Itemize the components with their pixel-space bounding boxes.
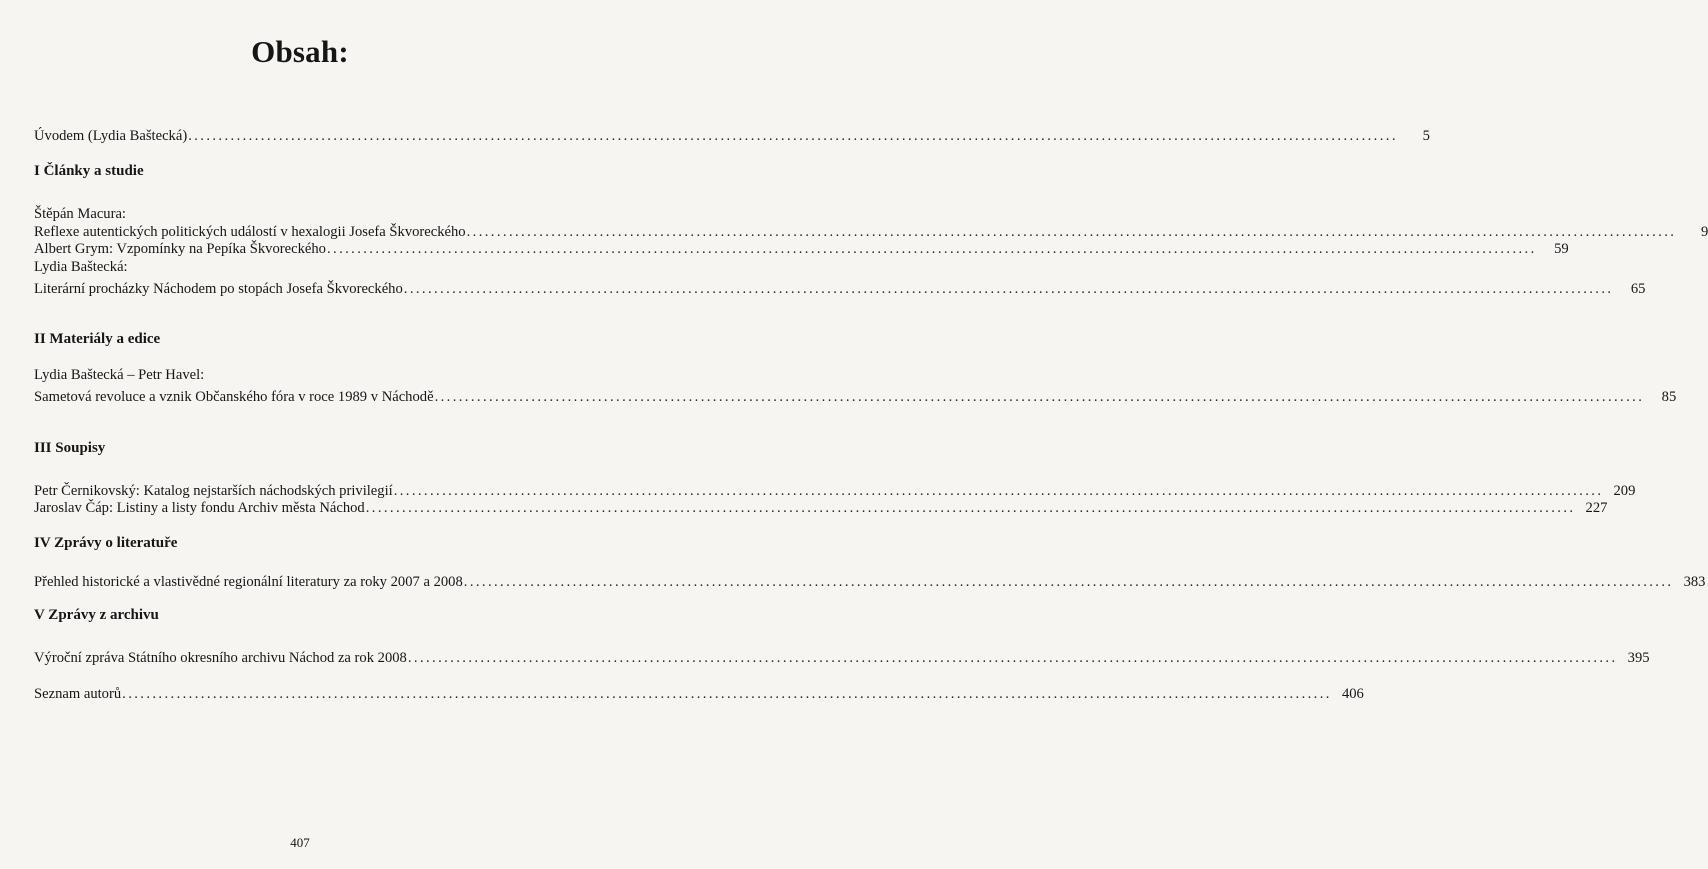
- author-line: Lydia Baštecká:: [34, 259, 128, 275]
- author-line: Lydia Baštecká – Petr Havel:: [34, 367, 205, 383]
- section-heading-1: I Články a studie: [34, 163, 144, 179]
- toc-entry-text: Sametová revoluce a vznik Občanského fóra v roce 1989 v Náchodě: [34, 389, 434, 405]
- toc-entry-page: 65: [1630, 281, 1646, 297]
- toc-entry-intro: [34, 128, 1430, 145]
- author-line: Štěpán Macura:: [34, 206, 126, 222]
- toc-entry-text: Petr Černikovský: Katalog nejstarších náchodských privilegií: [34, 483, 393, 499]
- section-heading-4: IV Zprávy o literatuře: [34, 535, 178, 551]
- toc-entry: [34, 241, 1569, 258]
- toc-entry-page: 383: [1683, 574, 1706, 590]
- toc-entry-text: Přehled historické a vlastivědné regionální literatury za roky 2007 a 2008: [34, 574, 463, 590]
- toc-entry-page: 395: [1627, 650, 1650, 666]
- dot-leader: ........................................................................................................................................................................................................: [403, 281, 1614, 297]
- toc-entry: [34, 483, 1636, 500]
- toc-entry: [34, 500, 1608, 517]
- toc-entry: [34, 281, 1646, 298]
- dot-leader: ........................................................................................................................................................................................................: [466, 224, 1677, 240]
- dot-leader: ........................................................................................................................................................................................................: [365, 500, 1576, 516]
- toc-entry: [34, 574, 1706, 591]
- toc-entry-text: Jaroslav Čáp: Listiny a listy fondu Archiv města Náchod: [34, 500, 365, 516]
- toc-entry-page: 9: [1701, 224, 1708, 240]
- section-heading-2: II Materiály a edice: [34, 331, 161, 347]
- toc-entry: [34, 650, 1650, 667]
- toc-entry-text: Úvodem (Lydia Baštecká): [34, 128, 188, 144]
- toc-entry: [34, 389, 1677, 406]
- section-heading-5: V Zprávy z archivu: [34, 607, 159, 623]
- toc-entry-text: Literární procházky Náchodem po stopách Josefa Škvoreckého: [34, 281, 403, 297]
- dot-leader: ........................................................................................................................................................................................................: [393, 483, 1604, 499]
- toc-entry-page: 227: [1585, 500, 1608, 516]
- toc-entry-page: 59: [1554, 241, 1569, 257]
- toc-entry-page: 406: [1341, 686, 1364, 702]
- toc-entry: [34, 224, 1708, 241]
- page-title: Obsah:: [251, 34, 349, 69]
- section-heading-3: III Soupisy: [34, 440, 106, 456]
- dot-leader: ........................................................................................................................................................................................................: [407, 650, 1618, 666]
- toc-entry-authors: [34, 686, 1364, 703]
- toc-entry-page: 209: [1613, 483, 1636, 499]
- toc-entry-text: Reflexe autentických politických událostí v hexalogii Josefa Škvoreckého: [34, 224, 466, 240]
- dot-leader: ........................................................................................................................................................................................................: [326, 241, 1537, 257]
- page-number: 407: [290, 835, 310, 850]
- dot-leader: ........................................................................................................................................................................................................: [434, 389, 1645, 405]
- dot-leader: ........................................................................................................................................................................................................: [122, 686, 1332, 702]
- toc-entry-text: Seznam autorů: [34, 686, 122, 702]
- dot-leader: ........................................................................................................................................................................................................: [463, 574, 1674, 590]
- toc-entry-page: 85: [1661, 389, 1677, 405]
- dot-leader: ........................................................................................................................................................................................................: [188, 128, 1398, 144]
- toc-entry-page: 5: [1422, 128, 1430, 144]
- toc-entry-text: Albert Grym: Vzpomínky na Pepíka Škvoreckého: [34, 241, 326, 257]
- toc-entry-text: Výroční zpráva Státního okresního archivu Náchod za rok 2008: [34, 650, 407, 666]
